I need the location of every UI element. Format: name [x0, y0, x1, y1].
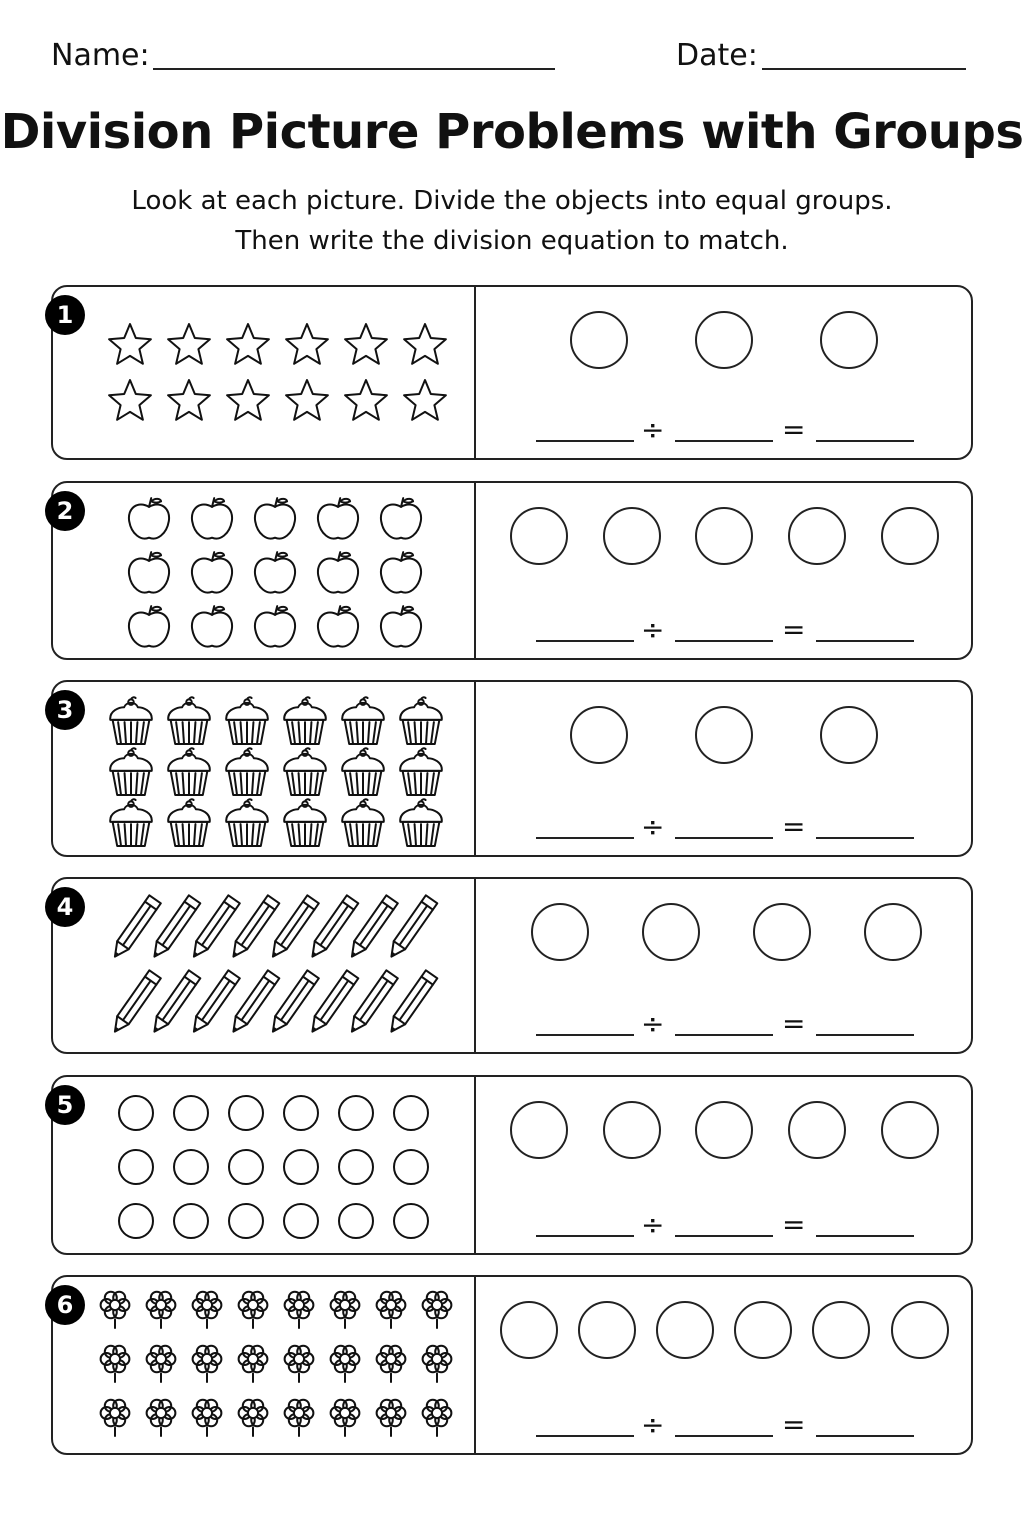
flower-icon: [331, 1346, 360, 1382]
equals-symbol: =: [782, 810, 806, 843]
group-circles: [476, 903, 971, 963]
star-icon: [109, 380, 151, 420]
instructions-line-1: Look at each picture. Divide the objects into equal groups.: [131, 186, 893, 216]
cupcake-icon: [284, 748, 326, 795]
circle-icon: [119, 1150, 153, 1184]
equals-symbol: =: [782, 613, 806, 646]
group-circle[interactable]: [881, 507, 939, 565]
group-circle[interactable]: [734, 1301, 792, 1359]
group-circle[interactable]: [812, 1301, 870, 1359]
cupcake-icon: [342, 799, 384, 846]
cupcake-icon: [226, 697, 268, 744]
quotient-blank[interactable]: [816, 440, 914, 442]
date-label: Date:: [676, 38, 758, 73]
flower-icon: [423, 1400, 452, 1436]
star-icon: [227, 324, 269, 364]
apple-icon: [318, 606, 358, 646]
star-icon: [227, 380, 269, 420]
group-circle[interactable]: [881, 1101, 939, 1159]
circle-icon: [119, 1204, 153, 1238]
equals-symbol: =: [782, 1007, 806, 1040]
pencil-icon: [109, 970, 161, 1035]
group-circles: [476, 507, 971, 567]
flower-icon: [101, 1346, 130, 1382]
name-label: Name:: [51, 38, 150, 73]
flower-icon: [193, 1400, 222, 1436]
group-circle[interactable]: [788, 507, 846, 565]
star-icon: [168, 324, 210, 364]
flower-icon: [377, 1346, 406, 1382]
group-circle[interactable]: [656, 1301, 714, 1359]
pencil-icon: [307, 970, 359, 1035]
dividend-blank[interactable]: [536, 837, 634, 839]
divide-symbol: ÷: [641, 413, 665, 446]
circle-icon: [284, 1096, 318, 1130]
flower-icon: [285, 1400, 314, 1436]
quotient-blank[interactable]: [816, 1235, 914, 1237]
cupcake-icon: [342, 748, 384, 795]
cupcake-icon: [110, 697, 152, 744]
equals-symbol: =: [782, 1408, 806, 1441]
division-equation: [476, 809, 971, 845]
circle-icon: [339, 1204, 373, 1238]
group-circle[interactable]: [531, 903, 589, 961]
flower-icon: [239, 1400, 268, 1436]
dividend-blank[interactable]: [536, 640, 634, 642]
cupcake-icon: [342, 697, 384, 744]
cupcake-icon: [168, 799, 210, 846]
circle-icon: [284, 1204, 318, 1238]
pencil-icon: [188, 970, 240, 1035]
dividend-blank[interactable]: [536, 1034, 634, 1036]
star-icon: [109, 324, 151, 364]
group-circle[interactable]: [820, 311, 878, 369]
flower-icon: [285, 1292, 314, 1328]
apple-icon: [255, 552, 295, 592]
flower-icon: [423, 1346, 452, 1382]
problem-number-badge: 6: [45, 1285, 85, 1325]
flower-icon: [101, 1292, 130, 1328]
pencil-icon: [307, 895, 359, 960]
flower-icon: [331, 1292, 360, 1328]
group-circle[interactable]: [500, 1301, 558, 1359]
cupcake-icon: [226, 748, 268, 795]
cupcake-icon: [284, 697, 326, 744]
division-equation: [476, 1207, 971, 1243]
group-circle[interactable]: [570, 706, 628, 764]
object-picture: [53, 1277, 474, 1453]
star-icon: [168, 380, 210, 420]
problem-card: [51, 877, 973, 1054]
cupcake-icon: [400, 697, 442, 744]
pencil-icon: [149, 895, 201, 960]
problem-card: [51, 285, 973, 460]
pencil-icon: [228, 895, 280, 960]
pencil-icon: [109, 895, 161, 960]
flower-icon: [423, 1292, 452, 1328]
group-circle[interactable]: [695, 1101, 753, 1159]
divisor-blank[interactable]: [675, 1034, 773, 1036]
problem-card: [51, 1075, 973, 1255]
flower-icon: [147, 1292, 176, 1328]
pencil-icon: [346, 895, 398, 960]
circle-icon: [339, 1150, 373, 1184]
object-picture: [53, 879, 474, 1052]
problem-card: [51, 1275, 973, 1455]
circle-icon: [284, 1150, 318, 1184]
name-field[interactable]: [153, 68, 555, 70]
cupcake-icon: [168, 697, 210, 744]
circle-icon: [174, 1150, 208, 1184]
star-icon: [345, 380, 387, 420]
group-circle[interactable]: [603, 507, 661, 565]
apple-icon: [381, 498, 421, 538]
group-circle[interactable]: [695, 311, 753, 369]
apple-icon: [129, 606, 169, 646]
flower-icon: [101, 1400, 130, 1436]
dividend-blank[interactable]: [536, 1435, 634, 1437]
divisor-blank[interactable]: [675, 1235, 773, 1237]
apple-icon: [255, 606, 295, 646]
star-icon: [345, 324, 387, 364]
pencil-icon: [228, 970, 280, 1035]
cupcake-icon: [400, 748, 442, 795]
problem-number-badge: 1: [45, 295, 85, 335]
object-picture: [53, 287, 474, 458]
circle-icon: [339, 1096, 373, 1130]
divisor-blank[interactable]: [675, 837, 773, 839]
apple-icon: [381, 552, 421, 592]
divide-symbol: ÷: [641, 613, 665, 646]
flower-icon: [147, 1400, 176, 1436]
group-circles: [476, 706, 971, 766]
circle-icon: [394, 1204, 428, 1238]
divide-symbol: ÷: [641, 1408, 665, 1441]
page-title: Division Picture Problems with Groups: [0, 104, 1024, 160]
apple-icon: [192, 498, 232, 538]
group-circles: [476, 311, 971, 371]
pencil-icon: [386, 895, 438, 960]
division-equation: [476, 412, 971, 448]
problem-number-badge: 2: [45, 491, 85, 531]
circle-icon: [394, 1096, 428, 1130]
divide-symbol: ÷: [641, 1007, 665, 1040]
flower-icon: [193, 1292, 222, 1328]
flower-icon: [147, 1346, 176, 1382]
group-circle[interactable]: [891, 1301, 949, 1359]
quotient-blank[interactable]: [816, 837, 914, 839]
circle-icon: [394, 1150, 428, 1184]
cupcake-icon: [110, 799, 152, 846]
division-equation: [476, 612, 971, 648]
group-circle[interactable]: [603, 1101, 661, 1159]
equals-symbol: =: [782, 1208, 806, 1241]
cupcake-icon: [110, 748, 152, 795]
circle-icon: [229, 1150, 263, 1184]
pencil-icon: [188, 895, 240, 960]
flower-icon: [285, 1346, 314, 1382]
cupcake-icon: [168, 748, 210, 795]
group-circles: [476, 1301, 971, 1361]
division-equation: [476, 1006, 971, 1042]
cupcake-icon: [284, 799, 326, 846]
group-circle[interactable]: [788, 1101, 846, 1159]
flower-icon: [239, 1346, 268, 1382]
problem-card: [51, 680, 973, 857]
circle-icon: [229, 1096, 263, 1130]
group-circle[interactable]: [510, 507, 568, 565]
apple-icon: [318, 552, 358, 592]
flower-icon: [239, 1292, 268, 1328]
object-picture: [53, 1077, 474, 1253]
group-circle[interactable]: [753, 903, 811, 961]
pencil-icon: [386, 970, 438, 1035]
apple-icon: [255, 498, 295, 538]
group-circle[interactable]: [578, 1301, 636, 1359]
apple-icon: [129, 552, 169, 592]
group-circle[interactable]: [510, 1101, 568, 1159]
flower-icon: [193, 1346, 222, 1382]
group-circle[interactable]: [570, 311, 628, 369]
group-circle[interactable]: [695, 507, 753, 565]
group-circle[interactable]: [820, 706, 878, 764]
division-equation: [476, 1407, 971, 1443]
dividend-blank[interactable]: [536, 1235, 634, 1237]
cupcake-icon: [400, 799, 442, 846]
equals-symbol: =: [782, 413, 806, 446]
object-picture: [53, 483, 474, 658]
star-icon: [286, 380, 328, 420]
circle-icon: [229, 1204, 263, 1238]
flower-icon: [377, 1400, 406, 1436]
flower-icon: [331, 1400, 360, 1436]
date-field[interactable]: [762, 68, 966, 70]
apple-icon: [381, 606, 421, 646]
group-circle[interactable]: [864, 903, 922, 961]
dividend-blank[interactable]: [536, 440, 634, 442]
flower-icon: [377, 1292, 406, 1328]
divide-symbol: ÷: [641, 1208, 665, 1241]
group-circle[interactable]: [642, 903, 700, 961]
quotient-blank[interactable]: [816, 1435, 914, 1437]
cupcake-icon: [226, 799, 268, 846]
problem-number-badge: 3: [45, 690, 85, 730]
circle-icon: [174, 1204, 208, 1238]
circle-icon: [174, 1096, 208, 1130]
circle-icon: [119, 1096, 153, 1130]
star-icon: [404, 380, 446, 420]
pencil-icon: [267, 895, 319, 960]
star-icon: [404, 324, 446, 364]
pencil-icon: [149, 970, 201, 1035]
quotient-blank[interactable]: [816, 640, 914, 642]
problem-card: [51, 481, 973, 660]
problem-number-badge: 4: [45, 887, 85, 927]
pencil-icon: [346, 970, 398, 1035]
group-circle[interactable]: [695, 706, 753, 764]
apple-icon: [129, 498, 169, 538]
star-icon: [286, 324, 328, 364]
divide-symbol: ÷: [641, 810, 665, 843]
divisor-blank[interactable]: [675, 640, 773, 642]
apple-icon: [192, 606, 232, 646]
object-picture: [53, 682, 474, 855]
apple-icon: [192, 552, 232, 592]
group-circles: [476, 1101, 971, 1161]
instructions-line-2: Then write the division equation to match.: [235, 226, 789, 256]
problem-number-badge: 5: [45, 1085, 85, 1125]
divisor-blank[interactable]: [675, 1435, 773, 1437]
pencil-icon: [267, 970, 319, 1035]
quotient-blank[interactable]: [816, 1034, 914, 1036]
apple-icon: [318, 498, 358, 538]
divisor-blank[interactable]: [675, 440, 773, 442]
